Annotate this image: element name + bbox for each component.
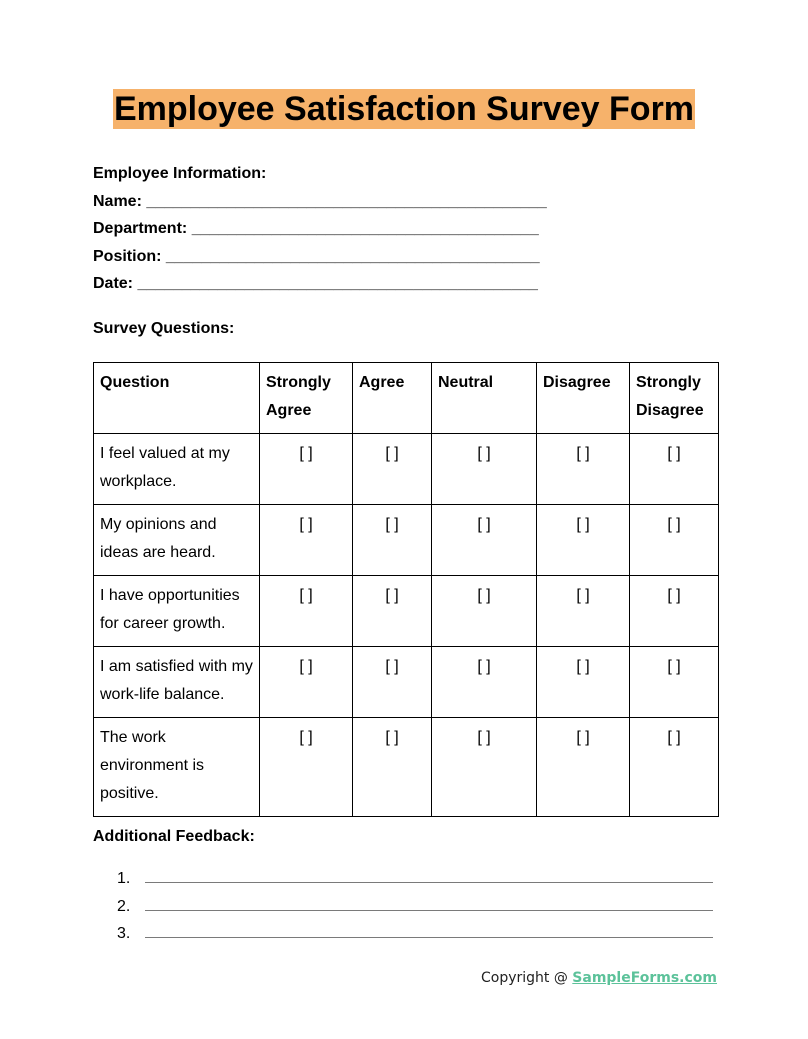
feedback-line-1[interactable] xyxy=(145,869,713,883)
date-label: Date: xyxy=(93,275,134,292)
feedback-line-2[interactable] xyxy=(145,897,713,911)
feedback-line-3[interactable] xyxy=(145,924,713,938)
checkbox-strongly-agree[interactable]: [ ] xyxy=(260,576,353,647)
department-field[interactable] xyxy=(93,219,547,247)
survey-table xyxy=(93,362,719,817)
sampleforms-link[interactable]: SampleForms.com xyxy=(572,970,717,986)
survey-questions-heading: Survey Questions: xyxy=(93,320,235,337)
checkbox-strongly-agree[interactable]: [ ] xyxy=(260,647,353,718)
checkbox-strongly-disagree[interactable]: [ ] xyxy=(630,505,719,576)
date-field[interactable] xyxy=(93,274,547,302)
department-blank[interactable]: _______________________________________ xyxy=(191,220,539,237)
position-label: Position: xyxy=(93,247,162,265)
name-label: Name: xyxy=(93,192,142,210)
department-label: Department: xyxy=(93,220,188,237)
copyright-footer xyxy=(481,970,717,986)
table-row xyxy=(94,718,719,817)
checkbox-agree[interactable]: [ ] xyxy=(353,505,432,576)
table-row xyxy=(94,576,719,647)
checkbox-strongly-agree[interactable]: [ ] xyxy=(260,434,353,505)
employee-info-section xyxy=(93,164,547,302)
checkbox-agree[interactable]: [ ] xyxy=(353,647,432,718)
header-disagree: Disagree xyxy=(537,363,630,434)
checkbox-agree[interactable]: [ ] xyxy=(353,434,432,505)
question-text: I am satisfied with my work-life balance. xyxy=(94,647,260,718)
name-blank[interactable]: _____________________________________________ xyxy=(146,192,547,210)
header-neutral: Neutral xyxy=(432,363,537,434)
question-text: I have opportunities for career growth. xyxy=(94,576,260,647)
checkbox-neutral[interactable]: [ ] xyxy=(432,576,537,647)
checkbox-strongly-disagree[interactable]: [ ] xyxy=(630,434,719,505)
feedback-item xyxy=(117,924,713,952)
name-field[interactable] xyxy=(93,192,547,220)
feedback-list xyxy=(117,869,713,952)
checkbox-neutral[interactable]: [ ] xyxy=(432,647,537,718)
question-text: I feel valued at my workplace. xyxy=(94,434,260,505)
checkbox-agree[interactable]: [ ] xyxy=(353,718,432,817)
checkbox-agree[interactable]: [ ] xyxy=(353,576,432,647)
checkbox-strongly-agree[interactable]: [ ] xyxy=(260,718,353,817)
header-question: Question xyxy=(94,363,260,434)
checkbox-disagree[interactable]: [ ] xyxy=(537,505,630,576)
header-strongly-disagree: Strongly Disagree xyxy=(630,363,719,434)
title-container xyxy=(0,89,808,129)
checkbox-disagree[interactable]: [ ] xyxy=(537,647,630,718)
table-row xyxy=(94,505,719,576)
date-blank[interactable]: _____________________________________________ xyxy=(137,275,538,292)
table-row xyxy=(94,434,719,505)
header-strongly-agree: Strongly Agree xyxy=(260,363,353,434)
employee-info-heading: Employee Information: xyxy=(93,165,267,182)
table-row xyxy=(94,647,719,718)
question-text: My opinions and ideas are heard. xyxy=(94,505,260,576)
checkbox-neutral[interactable]: [ ] xyxy=(432,718,537,817)
checkbox-strongly-disagree[interactable]: [ ] xyxy=(630,647,719,718)
position-blank[interactable]: __________________________________________ xyxy=(165,247,540,265)
header-agree: Agree xyxy=(353,363,432,434)
checkbox-neutral[interactable]: [ ] xyxy=(432,434,537,505)
checkbox-strongly-agree[interactable]: [ ] xyxy=(260,505,353,576)
position-field[interactable] xyxy=(93,247,547,275)
checkbox-disagree[interactable]: [ ] xyxy=(537,718,630,817)
checkbox-strongly-disagree[interactable]: [ ] xyxy=(630,576,719,647)
question-text: The work environment is positive. xyxy=(94,718,260,817)
table-header-row xyxy=(94,363,719,434)
checkbox-neutral[interactable]: [ ] xyxy=(432,505,537,576)
feedback-number: 2. xyxy=(117,897,131,915)
page-title: Employee Satisfaction Survey Form xyxy=(113,90,695,128)
copyright-text: Copyright @ xyxy=(480,970,573,986)
feedback-item xyxy=(117,869,713,897)
checkbox-strongly-disagree[interactable]: [ ] xyxy=(630,718,719,817)
checkbox-disagree[interactable]: [ ] xyxy=(537,576,630,647)
feedback-item xyxy=(117,897,713,925)
checkbox-disagree[interactable]: [ ] xyxy=(537,434,630,505)
feedback-number: 1. xyxy=(117,870,131,887)
feedback-number: 3. xyxy=(117,925,131,942)
additional-feedback-heading: Additional Feedback: xyxy=(93,828,255,845)
